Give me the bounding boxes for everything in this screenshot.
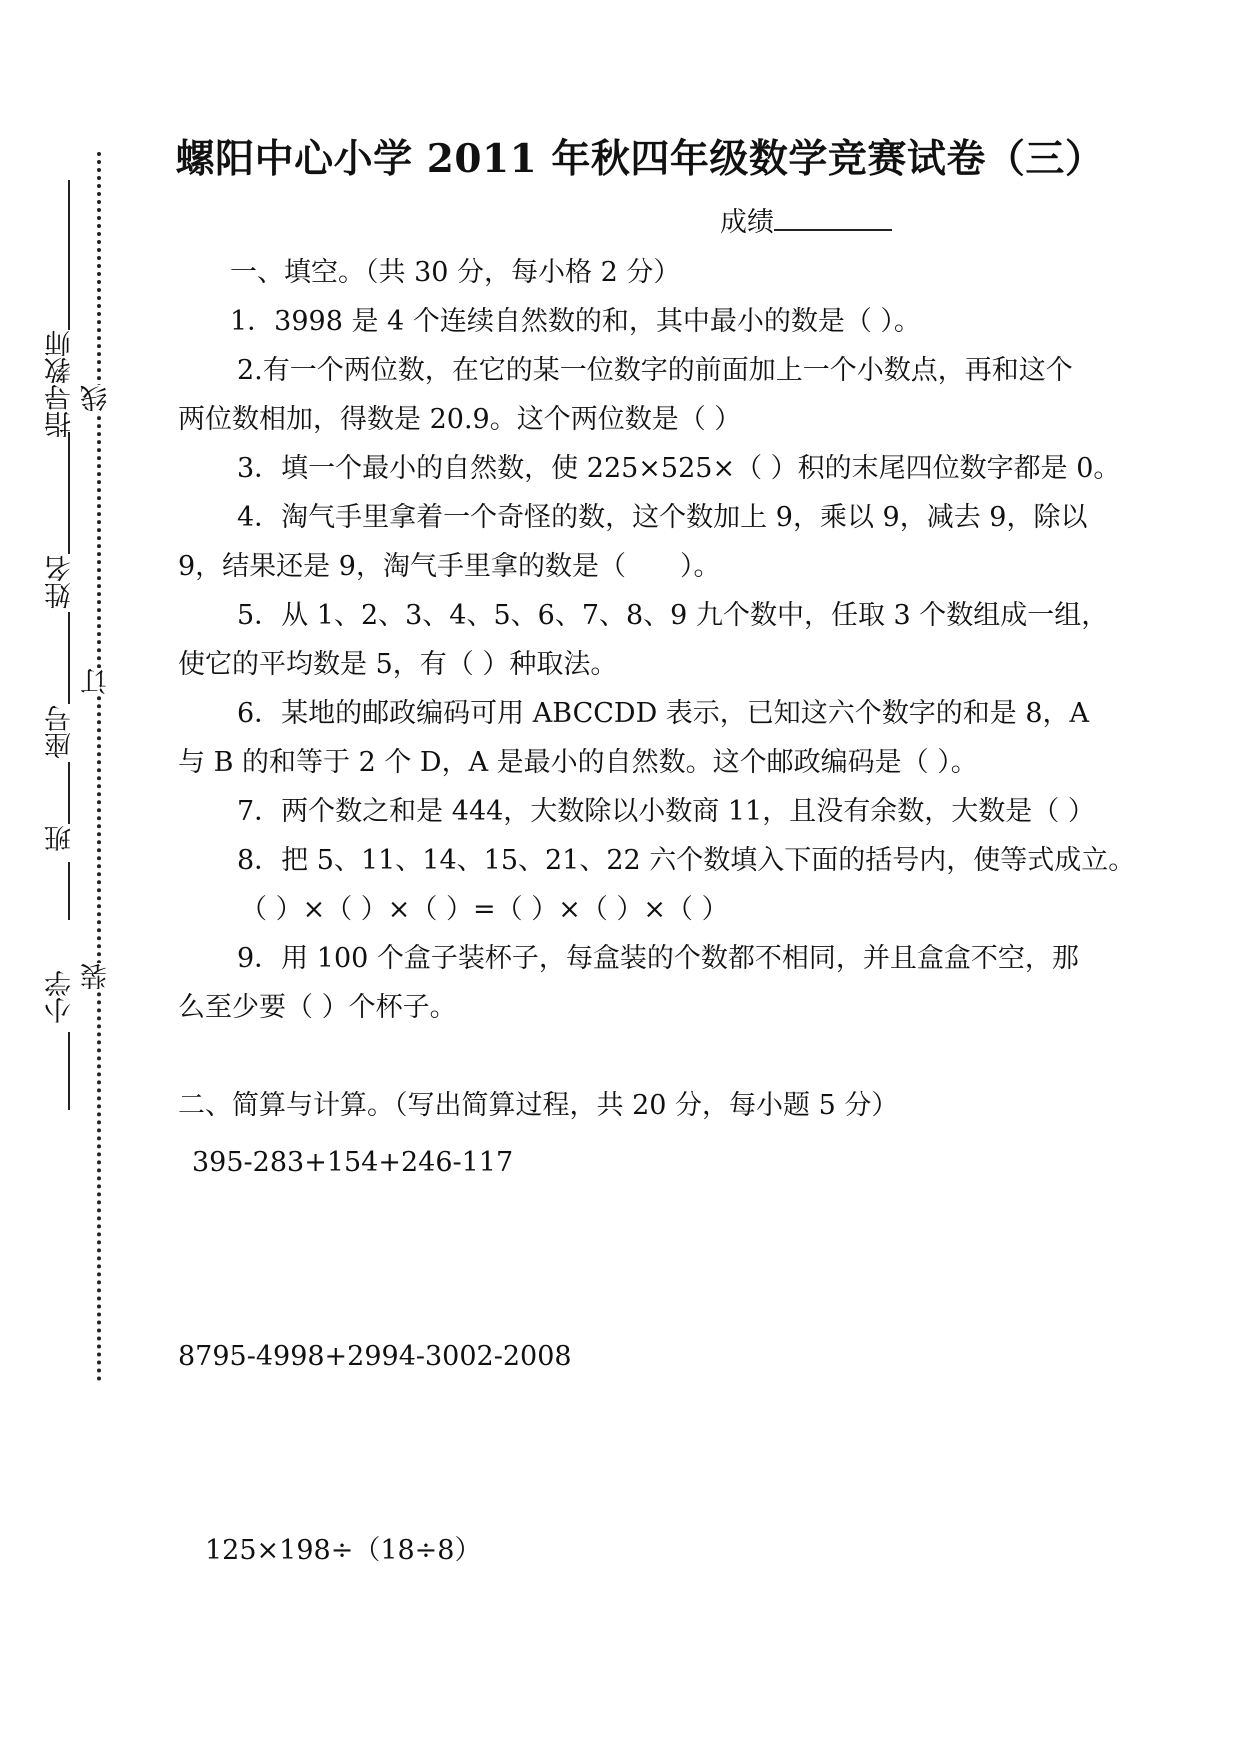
teacher-underline [68,180,70,330]
binding-dotted-line [97,152,101,1382]
score-blank[interactable] [774,207,892,231]
section2-heading: 二、简算与计算。（写出简算过程，共 20 分，每小题 5 分） [178,1090,899,1121]
q4-line-2: 9，结果还是 9，淘气手里拿的数是（ ）。 [178,551,721,582]
q9-line-2: 么至少要（ ）个杯子。 [178,992,457,1023]
q8-equation: （ ）×（ ）×（ ）=（ ）×（ ）×（ ） [240,894,729,925]
name-field-label: 姓名 [45,555,76,609]
class-underline-bottom [68,862,70,920]
q5-line-2: 使它的平均数是 5，有（ ）种取法。 [178,649,618,680]
seat-field-label: 座号 [45,705,76,759]
class-field-label: 班 [45,825,76,852]
q2-line-2: 两位数相加，得数是 20.9。这个两位数是（ ） [178,404,742,435]
class-underline-top [68,762,70,824]
teacher-field-label: 指导教师 [45,330,76,438]
score-label: 成绩 [720,207,774,238]
q6-line-2: 与 B 的和等于 2 个 D，A 是最小的自然数。这个邮政编码是（ ）。 [178,747,978,778]
q8-line: 8．把 5、11、14、15、21、22 六个数填入下面的括号内，使等式成立。 [237,845,1136,876]
q6-line-1: 6．某地的邮政编码可用 ABCCDD 表示，已知这六个数字的和是 8，A [237,698,1090,729]
exam-title: 螺阳中心小学 2011 年秋四年级数学竞赛试卷（三） [175,136,1105,182]
q5-line-1: 5．从 1、2、3、4、5、6、7、8、9 九个数中，任取 3 个数组成一组， [237,600,1109,631]
binding-mark-bind: 装 [81,963,112,990]
q1-line: 1．3998 是 4 个连续自然数的和，其中最小的数是（ ）。 [230,306,921,337]
score-field [720,200,892,239]
q7-line: 7．两个数之和是 444，大数除以小数商 11，且没有余数，大数是（ ） [237,796,1095,827]
seat-underline [68,612,70,704]
q9-line-1: 9．用 100 个盒子装杯子，每盒装的个数都不相同，并且盒盒不空，那 [237,943,1079,974]
calc-problem-3: 125×198÷（18÷8） [205,1535,482,1566]
q2-line-1: 2.有一个两位数，在它的某一位数字的前面加上一个小数点，再和这个 [237,355,1073,386]
name-underline [68,432,70,554]
calc-problem-1: 395-283+154+246-117 [192,1147,514,1178]
q4-line-1: 4．淘气手里拿着一个奇怪的数，这个数加上 9，乘以 9，减去 9，除以 [237,502,1088,533]
binding-mark-line: 线 [81,385,112,412]
section1-heading: 一、填空。（共 30 分，每小格 2 分） [230,257,681,288]
school-field-label: 小学 [45,970,76,1024]
calc-problem-2: 8795-4998+2994-3002-2008 [178,1341,572,1372]
school-underline [68,1032,70,1110]
binding-mark-staple: 订 [81,668,112,695]
q3-line: 3．填一个最小的自然数，使 225×525×（ ）积的末尾四位数字都是 0。 [237,453,1121,484]
